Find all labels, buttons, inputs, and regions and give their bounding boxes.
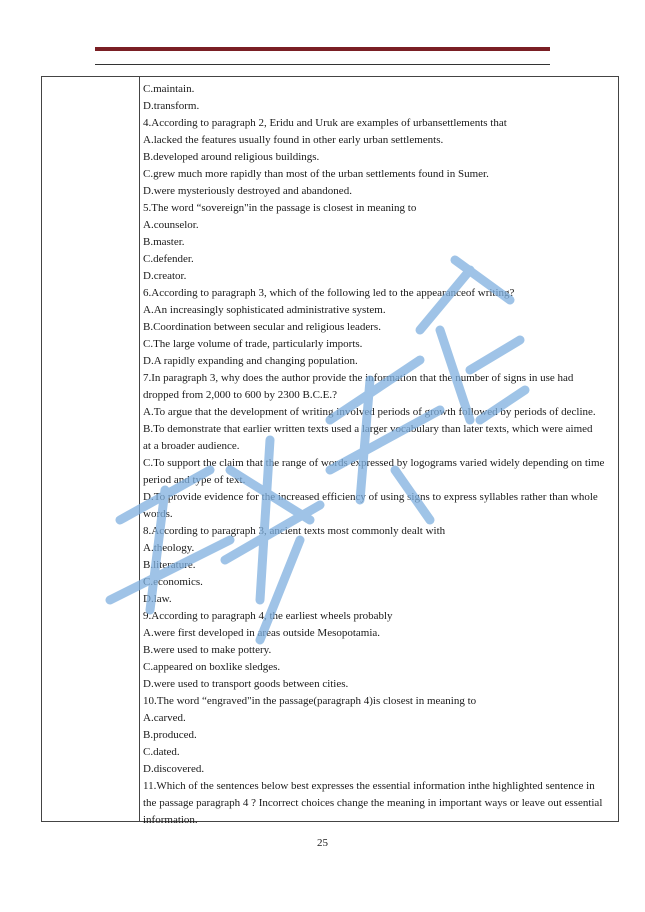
text-line: B.were used to make pottery.	[143, 644, 272, 656]
text-line: D.were used to transport goods between cities.	[143, 678, 349, 690]
question-table	[41, 76, 619, 826]
text-line: B.To demonstrate that earlier written texts used a larger vocabulary than later texts, which were aimed	[143, 423, 593, 435]
text-line: B.literature.	[143, 559, 196, 571]
text-line: C.defender.	[143, 253, 194, 265]
text-line: C.The large volume of trade, particularly imports.	[143, 338, 363, 350]
text-line: 7.In paragraph 3, why does the author provide the information that the number of signs in use had	[143, 372, 574, 384]
text-line: 8.According to paragraph 3, ancient texts most commonly dealt with	[143, 525, 446, 537]
text-line: C.economics.	[143, 576, 203, 588]
header-rule-thin	[95, 64, 550, 65]
text-line: D.creator.	[143, 270, 187, 282]
text-line: dropped from 2,000 to 600 by 2300 B.C.E.?	[143, 389, 338, 401]
text-line: B.Coordination between secular and religious leaders.	[143, 321, 381, 333]
text-line: C.grew much more rapidly than most of the urban settlements found in Sumer.	[143, 168, 489, 180]
text-line: 10.The word “engraved"in the passage(paragraph 4)is closest in meaning to	[143, 695, 477, 707]
text-line: C.To support the claim that the range of words expressed by logograms varied widely depending on time	[143, 457, 605, 469]
text-line: 9.According to paragraph 4, the earliest wheels probably	[143, 610, 393, 622]
text-line: 4.According to paragraph 2, Eridu and Uruk are examples of urbansettlements that	[143, 117, 507, 129]
text-line: A.theology.	[143, 542, 195, 554]
text-line: A.carved.	[143, 712, 186, 724]
text-line: words.	[143, 508, 173, 520]
text-line: at a broader audience.	[143, 440, 240, 452]
text-line: C.maintain.	[143, 83, 195, 95]
text-line: A.were first developed in areas outside Mesopotamia.	[143, 627, 381, 639]
text-line: B.produced.	[143, 729, 197, 741]
page-number: 25	[317, 837, 328, 849]
text-line: C.dated.	[143, 746, 180, 758]
text-line: period and type of text.	[143, 474, 246, 486]
text-line: B.developed around religious buildings.	[143, 151, 320, 163]
text-line: A.lacked the features usually found in other early urban settlements.	[143, 134, 444, 146]
text-line: D.were mysteriously destroyed and abandoned.	[143, 185, 352, 197]
text-line: the passage paragraph 4 ? Incorrect choices change the meaning in important ways or leave out essential	[143, 797, 603, 809]
text-line: D.transform.	[143, 100, 200, 112]
text-line: D.law.	[143, 593, 172, 605]
text-line: A.To argue that the development of writing involved periods of growth followed by periods of decline.	[143, 406, 596, 418]
header-rule-thick	[95, 47, 550, 51]
text-line: D.A rapidly expanding and changing population.	[143, 355, 358, 367]
text-line: A.An increasingly sophisticated administrative system.	[143, 304, 386, 316]
text-line: B.master.	[143, 236, 185, 248]
text-line: D.discovered.	[143, 763, 205, 775]
question-text	[143, 81, 615, 829]
text-line: 11.Which of the sentences below best expresses the essential information inthe highlighted sentence in	[143, 780, 595, 792]
text-line: C.appeared on boxlike sledges.	[143, 661, 281, 673]
text-line: 5.The word “sovereign"in the passage is closest in meaning to	[143, 202, 417, 214]
text-line: D.To provide evidence for the increased efficiency of using signs to express syllables rather than whole	[143, 491, 598, 503]
text-line: information.	[143, 814, 198, 826]
text-line: A.counselor.	[143, 219, 199, 231]
text-line: 6.According to paragraph 3, which of the following led to the appearanceof writing?	[143, 287, 515, 299]
column-divider	[139, 77, 140, 821]
